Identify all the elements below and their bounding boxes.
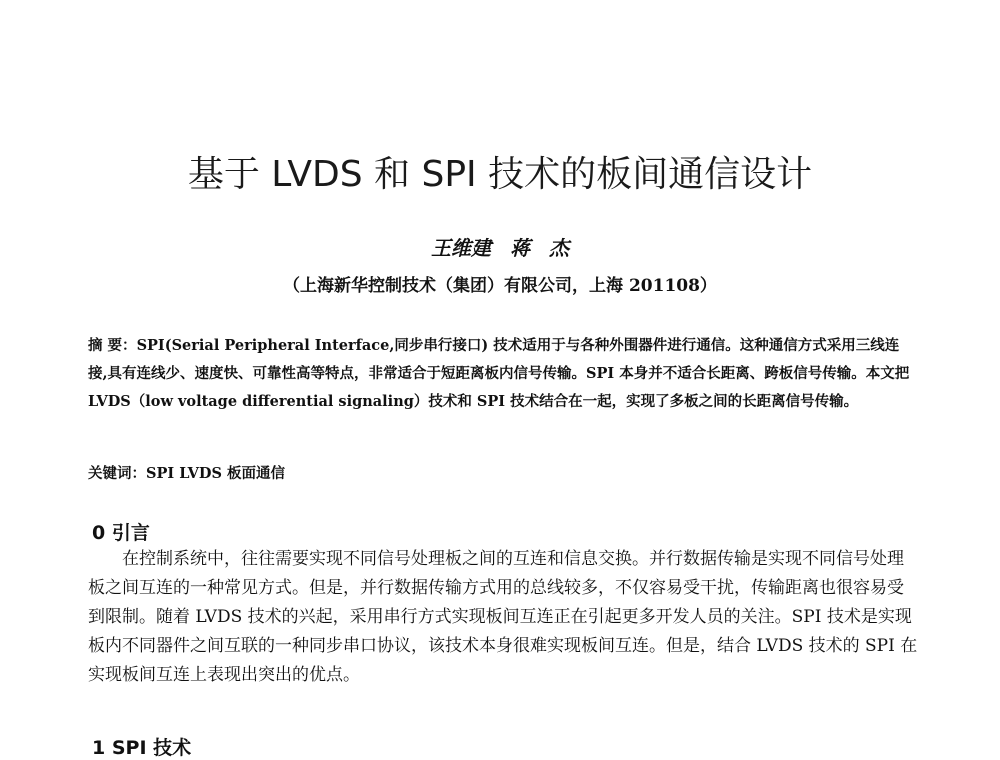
keywords-text: SPI LVDS 板面通信 xyxy=(146,465,286,482)
keywords xyxy=(88,460,918,488)
abstract-paragraph xyxy=(88,332,918,416)
section-heading-introduction: 0 引言 xyxy=(92,522,150,544)
abstract-text: SPI(Serial Peripheral Interface,同步串行接口) 技术适用于与各种外围器件进行通信。这种通信方式采用三线连接,具有连线少、速度快、可靠性高等特点，非常适合于短距离板内信号传输。SPI 本身并不适合长距离、跨板信号传输。本文把 LVDS（low voltage differential signaling）技术和 SPI 技术结合在一起，实现了多板之间的长距离信号传输。 xyxy=(88,337,910,410)
section-heading-spi: 1 SPI 技术 xyxy=(92,737,192,759)
abstract-label: 摘 要： xyxy=(88,337,137,354)
paper-title: 基于 LVDS 和 SPI 技术的板间通信设计 xyxy=(187,154,813,196)
abstract xyxy=(88,332,918,416)
section-body-introduction: 在控制系统中，往往需要实现不同信号处理板之间的互连和信息交换。并行数据传输是实现不同信号处理板之间互连的一种常见方式。但是，并行数据传输方式用的总线较多，不仅容易受干扰，传输距离也很容易受到限制。随着 LVDS 技术的兴起，采用串行方式实现板间互连正在引起更多开发人员的关注。SPI 技术是实现板内不同器件之间互联的一种同步串口协议，该技术本身很难实现板间互连。但是，结合 LVDS 技术的 SPI 在实现板间互连上表现出突出的优点。 xyxy=(88,549,918,685)
keywords-label: 关键词： xyxy=(88,465,146,482)
affiliation: （上海新华控制技术（集团）有限公司，上海 201108） xyxy=(283,276,717,296)
authors: 王维建 蒋 杰 xyxy=(431,236,569,260)
